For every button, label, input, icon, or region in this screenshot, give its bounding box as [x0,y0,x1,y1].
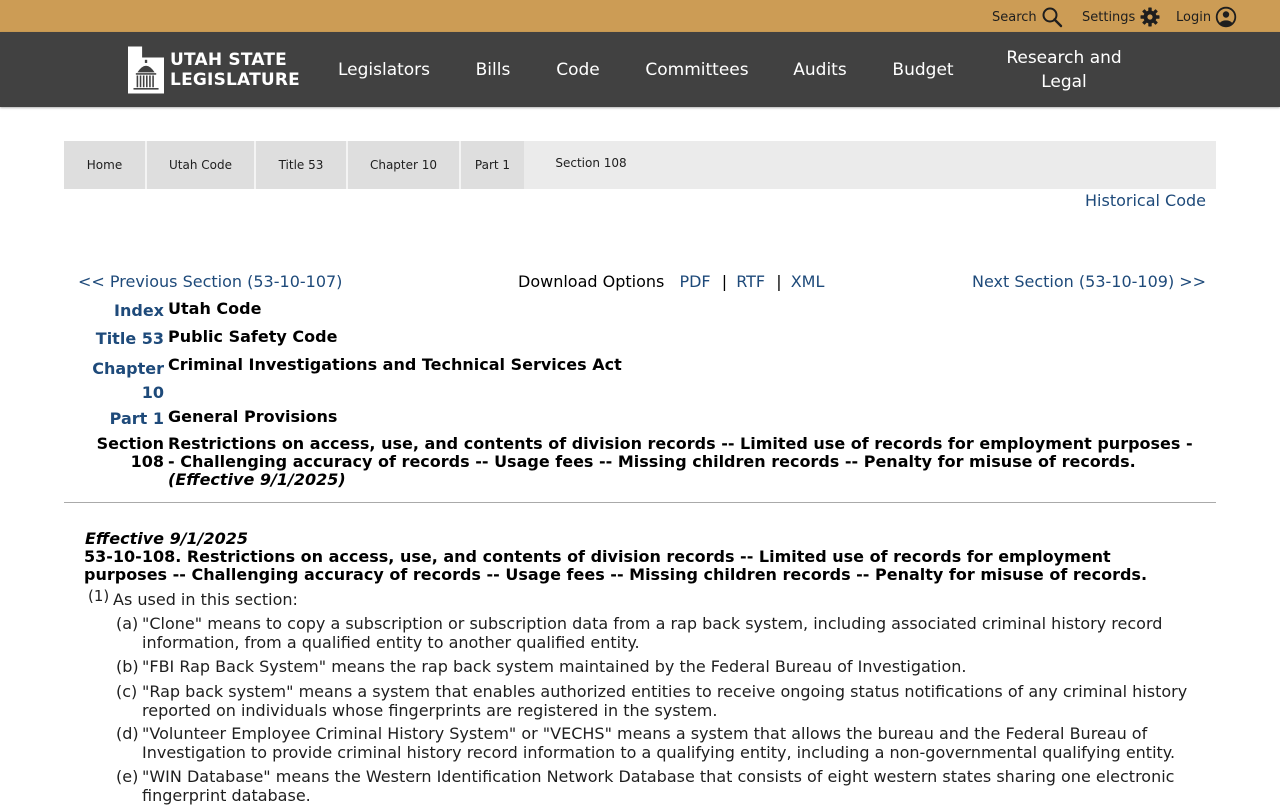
item-line: reported on individuals whose fingerprints are registered in the system. [142,701,718,720]
previous-section-link[interactable]: << Previous Section (53-10-107) [78,272,343,291]
part-value: General Provisions [168,407,338,426]
settings-label: Settings [1082,9,1136,25]
top-utility-bar [0,0,1280,32]
search-button[interactable] [992,6,1063,28]
nav-research-line2: Legal [1041,71,1087,92]
item-number: (b) [116,657,139,676]
chapter-label-line2: 10 [141,383,164,402]
statute-heading-line1: 53-10-108. Restrictions on access, use, and contents of division records -- Limited use of records for employment [84,547,1111,566]
download-pdf-link[interactable]: PDF [679,272,711,291]
nav-code[interactable]: Code [556,59,600,80]
logo-line2: LEGISLATURE [170,70,300,90]
definition-item [116,682,1226,720]
section-effective: (Effective 9/1/2025) [168,470,346,489]
nav-legislators[interactable]: Legislators [337,59,431,80]
breadcrumb-current-section: Section 108 [555,156,627,170]
statute-heading-line2: purposes -- Challenging accuracy of records -- Usage fees -- Missing children records -- Penalty for misuse of records. [84,565,1148,584]
section-divider [64,502,1216,503]
effective-date: Effective 9/1/2025 [85,529,249,548]
definition-item [116,657,1226,676]
index-label[interactable]: Index [114,301,164,320]
chapter-value: Criminal Investigations and Technical Services Act [168,355,622,374]
section-label-line1: Section [96,434,164,453]
section-label [44,435,164,471]
logo-line1: UTAH STATE [170,50,287,70]
section-label-line2: 108 [130,452,164,471]
gear-icon [1139,6,1161,28]
nav-budget[interactable]: Budget [892,59,954,80]
breadcrumb [64,141,1216,189]
item-line: "Clone" means to copy a subscription or subscription data from a rap back system, including associated criminal history record [142,614,1163,633]
chapter-label[interactable] [44,357,164,405]
section-value-line1: Restrictions on access, use, and contents of division records -- Limited use of records for employment purposes - [168,434,1193,453]
item-number: (d) [116,724,139,743]
search-label: Search [992,9,1037,25]
part-label[interactable]: Part 1 [109,409,164,428]
subsection-number: (1) [88,587,110,605]
breadcrumb-utah-code[interactable]: Utah Code [147,141,256,189]
nav-bills[interactable]: Bills [475,59,511,80]
nav-research-line1: Research and [1006,47,1122,68]
breadcrumb-part[interactable]: Part 1 [461,141,524,189]
nav-committees[interactable]: Committees [645,59,749,80]
item-line: information, from a qualified entity to another qualified entity. [142,633,640,652]
title-value: Public Safety Code [168,327,338,346]
breadcrumb-chapter[interactable]: Chapter 10 [348,141,461,189]
item-line: fingerprint database. [142,786,311,805]
section-value-line2: - Challenging accuracy of records -- Usage fees -- Missing children records -- Penalty for misuse of records. [168,452,1136,471]
index-value: Utah Code [168,299,262,318]
nav-audits[interactable]: Audits [793,59,847,80]
chapter-label-line1: Chapter [92,359,164,378]
settings-button[interactable] [1082,6,1161,28]
title-label[interactable]: Title 53 [95,329,164,348]
nav-research-and-legal[interactable] [994,32,1134,107]
subsection-text: As used in this section: [113,590,298,609]
statute-heading [84,548,1204,584]
item-number: (c) [116,682,138,701]
download-xml-link[interactable]: XML [790,272,825,291]
login-button[interactable] [1176,6,1237,28]
item-line: "Volunteer Employee Criminal History System" or "VECHS" means a system that allows the bureau and the Federal Bureau of [142,724,1148,743]
item-line: "Rap back system" means a system that enables authorized entities to receive ongoing status notifications of any criminal history [142,682,1188,701]
section-value [168,435,1208,489]
historical-code-link[interactable]: Historical Code [1085,191,1206,210]
separator: | [721,272,728,291]
capitol-logo-icon [128,40,164,100]
item-line: Investigation to provide criminal history record information to a qualifying entity, including a non-governmental qualifying entity. [142,743,1176,762]
site-logo[interactable] [128,40,300,100]
download-options-label: Download Options [518,272,665,291]
item-number: (e) [116,767,139,786]
separator: | [776,272,782,291]
breadcrumb-title[interactable]: Title 53 [256,141,348,189]
main-navbar [0,32,1280,107]
breadcrumb-home[interactable]: Home [64,141,147,189]
definition-item [116,614,1226,652]
download-rtf-link[interactable]: RTF [736,272,766,291]
search-icon [1041,6,1063,28]
download-options [518,272,824,291]
definition-item [116,767,1226,805]
item-line: "FBI Rap Back System" means the rap back system maintained by the Federal Bureau of Investigation. [142,657,967,676]
login-label: Login [1176,9,1212,25]
user-circle-icon [1215,6,1237,28]
next-section-link[interactable]: Next Section (53-10-109) >> [972,272,1207,291]
item-number: (a) [116,614,139,633]
definition-item [116,724,1226,762]
item-line: "WIN Database" means the Western Identification Network Database that consists of eight western states sharing one electronic [142,767,1175,786]
